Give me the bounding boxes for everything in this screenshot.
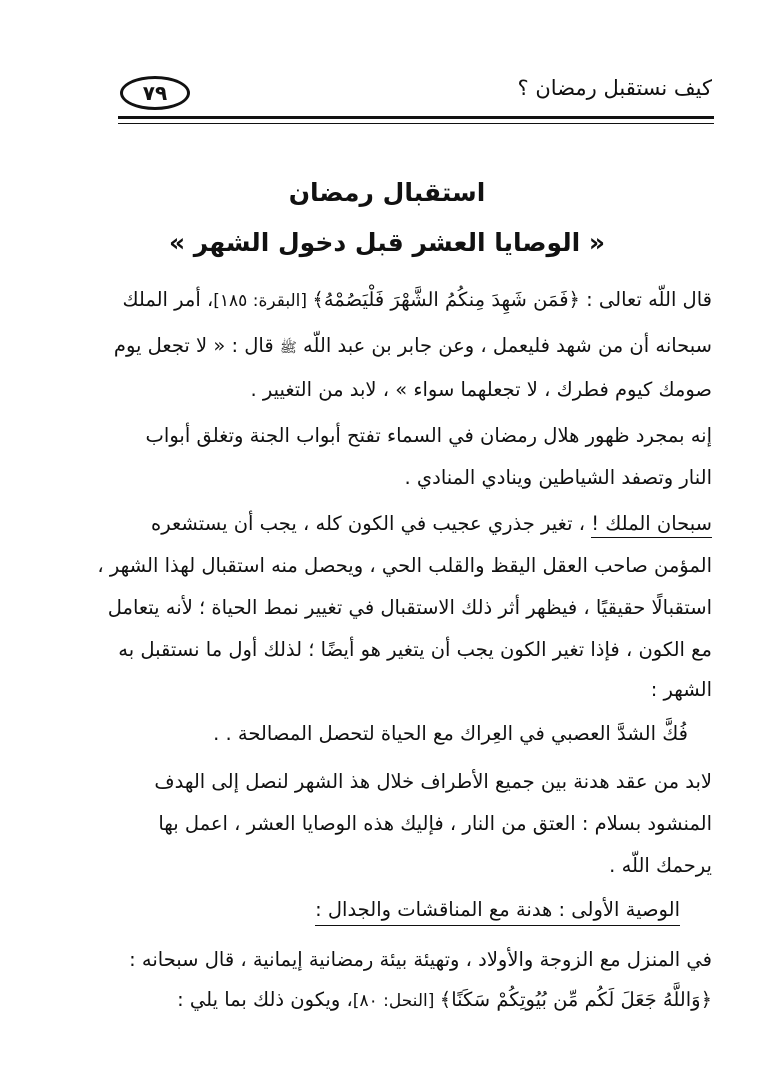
para5-line3: يرحمك اللّه . [609, 854, 712, 877]
para1-line1 [122, 288, 712, 311]
text: قال : « لا تجعل يوم [113, 334, 280, 357]
chapter-subtitle: « الوصايا العشر قبل دخول الشهر » [168, 228, 606, 257]
quran-verse: ﴿وَاللَّهُ جَعَلَ لَكُم مِّن بُيُوتِكُمْ سَكَنًا﴾ [439, 988, 712, 1011]
verse-reference: [النحل: ٨٠] [352, 991, 440, 1011]
chapter-title: استقبال رمضان [288, 178, 486, 207]
para6-line2 [177, 988, 712, 1011]
text: سبحانه أن من شهد فليعمل ، وعن جابر بن عبد اللّه [296, 334, 712, 357]
header-rule-thin [118, 123, 714, 124]
para1-line2 [114, 334, 712, 357]
para1-line3: صومك كيوم فطرك ، لا تجعلهما سواء » ، لابد من التغيير . [250, 378, 712, 401]
underlined-phrase [591, 512, 712, 535]
running-title: كيف نستقبل رمضان ؟ [517, 76, 712, 100]
section-heading [315, 898, 680, 921]
text: سبحان الملك ! [591, 512, 712, 535]
underline [315, 925, 680, 926]
para3-line3: استقبالًا حقيقيًا ، فيظهر أثر ذلك الاستقبال في تغيير نمط الحياة ؛ لأنه يتعامل [107, 596, 712, 619]
para5-line2: المنشود بسلام : العتق من النار ، فإليك هذه الوصايا العشر ، اعمل بها [158, 812, 712, 835]
salawat-symbol: ﷺ [279, 340, 297, 356]
verse-reference: [البقرة: ١٨٥] [213, 291, 313, 311]
page-number [120, 76, 190, 110]
text: قال اللّه تعالى : [579, 288, 712, 311]
text: الوصية الأولى : هدنة مع المناقشات والجدال : [315, 898, 680, 921]
para2-line2: النار وتصفد الشياطين وينادي المنادي . [404, 466, 712, 489]
text: ، ويكون ذلك بما يلي : [177, 988, 353, 1011]
page-number-text: ٧٩ [142, 81, 168, 105]
para2-line1: إنه بمجرد ظهور هلال رمضان في السماء تفتح أبواب الجنة وتغلق أبواب [145, 424, 712, 447]
header-rule-thick [118, 116, 714, 119]
quran-verse: ﴿فَمَن شَهِدَ مِنكُمُ الشَّهْرَ فَلْيَصُمْهُ﴾ [312, 288, 580, 311]
para6-line1: في المنزل مع الزوجة والأولاد ، وتهيئة بيئة رمضانية إيمانية ، قال سبحانه : [129, 948, 712, 971]
text: ، تغير جذري عجيب في الكون كله ، يجب أن يستشعره [151, 512, 592, 535]
para4-line1: فُكَّ الشدَّ العصبي في العِراك مع الحياة لتحصل المصالحة . . [213, 722, 688, 745]
underline [591, 537, 712, 538]
para5-line1: لابد من عقد هدنة بين جميع الأطراف خلال هذ الشهر لنصل إلى الهدف [154, 770, 712, 793]
para3-line2: المؤمن صاحب العقل اليقظ والقلب الحي ، ويحصل منه استقبال لهذا الشهر ، [97, 554, 712, 577]
para3-line5: الشهر : [650, 678, 712, 701]
underlined-heading [315, 898, 680, 921]
text: ، أمر الملك [122, 288, 214, 311]
para3-line4: مع الكون ، فإذا تغير الكون يجب أن يتغير هو أيضًا ؛ لذلك أول ما نستقبل به [118, 638, 712, 661]
para3-line1 [151, 512, 712, 535]
